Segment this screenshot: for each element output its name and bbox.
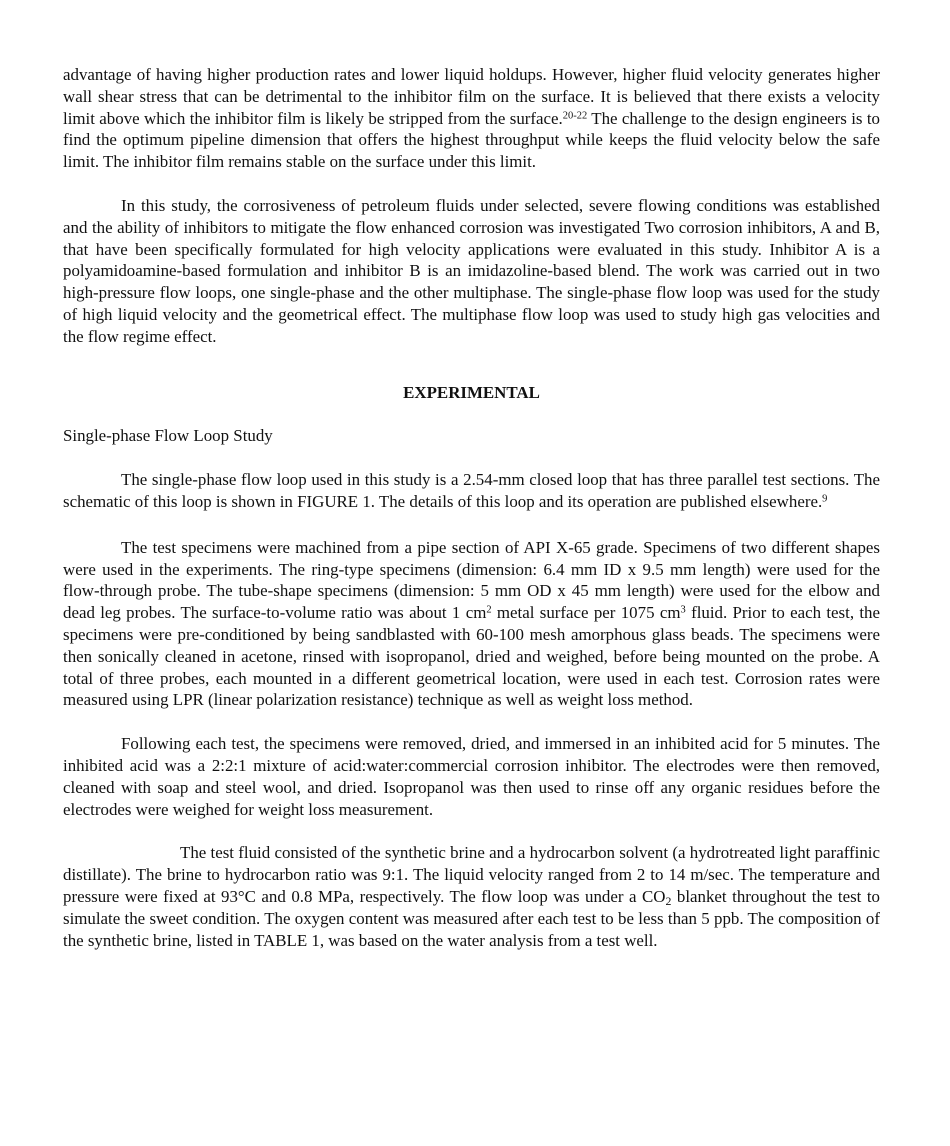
paragraph-study-overview: In this study, the corrosiveness of petroleum fluids under selected, severe flowing conditions was established and the ability of inhibitors to mitigate the flow enhanced corrosion was investigated Two corrosion inhibitors, A and B, that have been specifically formulated for high velocity applications were evaluated in this study. Inhibitor A is a polyamidoamine-based formulation and inhibitor B is an imidazoline-based blend. The work was carried out in two high-pressure flow loops, one single-phase and the other multiphase. The single-phase flow loop was used for the study of high liquid velocity and the geometrical effect. The multiphase flow loop was used to study high gas velocities and the flow regime effect. — [63, 195, 880, 346]
paragraph-flow-loop — [63, 469, 880, 513]
subscript: 2 — [665, 893, 672, 908]
text-run: metal surface per 1075 cm — [491, 603, 681, 623]
paragraph-test-fluid — [63, 842, 880, 951]
paragraph-test-specimens — [63, 537, 880, 711]
text-run: fluid. Prior to each test, the specimens were pre-conditioned by being sandblasted with 60-100 mesh amorphous glass beads. The specimens were then sonically cleaned in acetone, rinsed with isopropanol, dried and weighed, before being mounted on the probe. A total of three probes, each mounted in a different geometrical location, were used in each test. Corrosion rates were measured using LPR (linear polarization resistance) technique as well as weight loss method. — [63, 603, 881, 710]
paragraph-post-test: Following each test, the specimens were removed, dried, and immersed in an inhibited acid for 5 minutes. The inhibited acid was a 2:2:1 mixture of acid:water:commercial corrosion inhibitor. The electrodes were then removed, cleaned with soap and steel wool, and dried. Isopropanol was then used to rinse off any organic residues before the electrodes were weighed for weight loss measurement. — [63, 734, 880, 819]
text-run: blanket throughout the test to simulate the sweet condition. The oxygen content was measured after each test to be less than 5 ppb. The composition of the synthetic brine, listed in TABLE 1, was based on the water analysis from a test well. — [63, 886, 881, 950]
superscript: 3 — [680, 604, 686, 616]
section-heading: EXPERIMENTAL — [403, 382, 540, 402]
text-run: The test specimens were machined from a pipe section of API X-65 grade. Specimens of two different shapes were used in the experiments. The ring-type specimens (dimension: 6.4 mm ID x 9.5 mm length) were used for the flow-through probe. The tube-shape specimens (dimension: 5 mm OD x 45 mm length) were used for the elbow and dead leg probes. The surface-to-volume ratio was about 1 cm — [63, 537, 880, 623]
text-run: The challenge to the design engineers is to find the optimum pipeline dimension that offers the highest throughput while keeps the fluid velocity below the safe limit. The inhibitor film remains stable on the surface under this limit. — [63, 108, 880, 172]
citation-ref: 20-22 — [562, 109, 588, 121]
text-run: advantage of having higher production rates and lower liquid holdups. However, higher fluid velocity generates higher wall shear stress that can be detrimental to the inhibitor film on the surface. It is believed that there exists a velocity limit above which the inhibitor film is likely be stripped from the surface. — [63, 65, 880, 128]
document-page — [63, 64, 880, 951]
paragraph-flow-velocity — [63, 64, 880, 173]
text-run: The single-phase flow loop used in this study is a 2.54-mm closed loop that has three parallel test sections. The schematic of this loop is shown in FIGURE 1. The details of this loop and its operation are published elsewhere. — [63, 470, 880, 511]
citation-ref: 9 — [822, 493, 828, 505]
subsection-heading: Single-phase Flow Loop Study — [63, 426, 273, 446]
superscript: 2 — [486, 604, 492, 616]
text-run: The test fluid consisted of the synthetic brine and a hydrocarbon solvent (a hydrotreated light paraffinic distillate). The brine to hydrocarbon ratio was 9:1. The liquid velocity ranged from 2 to 14 m/sec. The temperature and pressure were fixed at 93°C and 0.8 MPa, respectively. The flow loop was under a CO — [63, 843, 880, 906]
